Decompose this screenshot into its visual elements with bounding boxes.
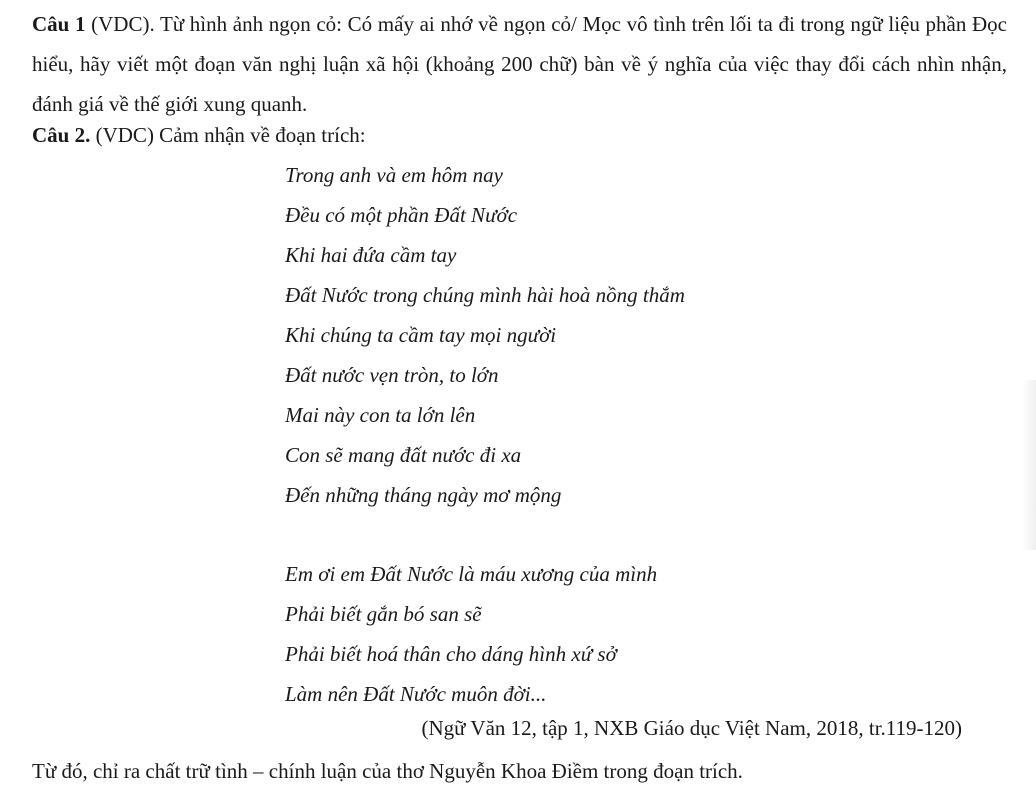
- question-2-label: Câu 2.: [32, 123, 91, 147]
- question-1-text: (VDC). Từ hình ảnh ngọn cỏ: Có mấy ai nhớ về ngọn cỏ/ Mọc vô tình trên lối ta đi trong ngữ liệu phần Đọc hiểu, hãy viết một đoạn văn nghị luận xã hội (khoảng 200 chữ) bàn về ý nghĩa của việc thay đổi cách nhìn nhận, đánh giá về thế giới xung quanh.: [32, 12, 1007, 116]
- poem-line: Đều có một phần Đất Nước: [285, 203, 518, 227]
- poem-line: Đến những tháng ngày mơ mộng: [285, 483, 562, 507]
- poem-line: Em ơi em Đất Nước là máu xương của mình: [285, 562, 658, 586]
- poem-line: Trong anh và em hôm nay: [285, 163, 503, 187]
- poem-line: Mai này con ta lớn lên: [285, 403, 476, 427]
- poem-line: Khi hai đứa cầm tay: [285, 243, 457, 267]
- poem-line: Phải biết hoá thân cho dáng hình xứ sở: [285, 642, 617, 666]
- poem-line: Khi chúng ta cầm tay mọi người: [285, 323, 557, 347]
- source-citation: (Ngữ Văn 12, tập 1, NXB Giáo dục Việt Nam, 2018, tr.119-120): [421, 716, 962, 740]
- question-2-text: (VDC) Cảm nhận về đoạn trích:: [90, 123, 366, 147]
- poem-line: Đất Nước trong chúng mình hài hoà nồng thắm: [285, 283, 685, 307]
- poem-line: Đất nước vẹn tròn, to lớn: [285, 363, 499, 387]
- question-1: [32, 4, 1007, 124]
- question-2: [32, 120, 1007, 150]
- question-1-label: Câu 1: [32, 12, 86, 36]
- stanza-break: [285, 518, 985, 557]
- follow-up-task: Từ đó, chỉ ra chất trữ tình – chính luận của thơ Nguyễn Khoa Điềm trong đoạn trích.: [32, 759, 743, 783]
- poem-line: Phải biết gắn bó san sẽ: [285, 602, 482, 626]
- poem-excerpt: [285, 158, 985, 717]
- page-edge-shadow: [1022, 380, 1036, 550]
- poem-line: Làm nên Đất Nước muôn đời...: [285, 682, 547, 706]
- poem-line: Con sẽ mang đất nước đi xa: [285, 443, 522, 467]
